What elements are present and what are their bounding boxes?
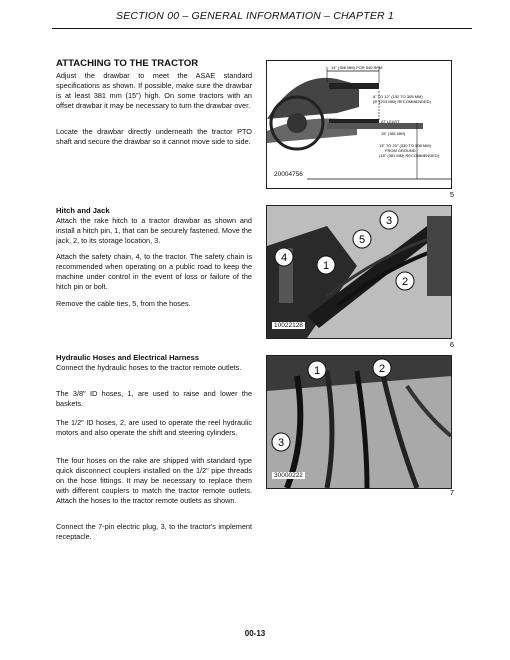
- fig6-callout-1: 1: [322, 260, 330, 272]
- hydraulic-paragraph-2: The 3/8" ID hoses, 1, are used to raise and lower the baskets.: [56, 389, 252, 408]
- hydraulic-title: Hydraulic Hoses and Electrical Harness: [56, 353, 200, 362]
- figure-7-number: 7: [449, 488, 454, 497]
- figure-7-hoses-photo: [266, 355, 452, 489]
- hitch-paragraph-2: Attach the safety chain, 4, to the tractor. The safety chain is recommended when operating on a public road to keep the machine under control in the event of loss or failure of the hitch pin or bolt.: [56, 252, 252, 291]
- fig7-callout-1: 1: [313, 365, 321, 377]
- figure-7-id: 30000222: [274, 472, 303, 479]
- fig5-dim-right-2: (8" (203 MM) RECOMMENDED): [373, 99, 431, 104]
- attaching-paragraph-2: Locate the drawbar directly underneath the tractor PTO shaft and secure the drawbar so it cannot move side to side.: [56, 127, 252, 146]
- fig6-callout-2: 2: [401, 276, 409, 288]
- attaching-paragraph-1: Adjust the drawbar to meet the ASAE standard specifications as shown. If possible, make sure the drawbar is at least 381 mm (15") high. On some tractors with an offset drawbar it may be necessary to turn the drawbar over.: [56, 71, 252, 110]
- hydraulic-paragraph-5: Connect the 7-pin electric plug, 3, to the tractor's implement receptacle.: [56, 522, 252, 541]
- fig5-dim-bottom-3: (18" (381 MM) RECOMMENDED): [379, 153, 440, 158]
- page-number: 00-13: [244, 629, 266, 638]
- hitch-paragraph-3: Remove the cable ties, 5, from the hoses.: [56, 299, 191, 308]
- fig5-dim-bottom-1: 13" TO 20" (330 TO 508 MM): [379, 143, 431, 148]
- fig5-label-at-least: AT LEAST: [381, 119, 400, 124]
- fig6-callout-3: 3: [385, 215, 393, 227]
- fig5-label-15: 15" (381 MM): [381, 131, 406, 136]
- section-title: ATTACHING TO THE TRACTOR: [56, 58, 199, 69]
- figure-5-id: 20004756: [274, 171, 303, 178]
- fig5-dim-bottom-2: FROM GROUND: [385, 148, 416, 153]
- fig7-callout-3: 3: [277, 437, 285, 449]
- fig6-callout-5: 5: [358, 234, 366, 246]
- figure-6-number: 6: [449, 340, 454, 349]
- page-header: SECTION 00 – GENERAL INFORMATION – CHAPTER 1: [116, 10, 394, 22]
- hydraulic-paragraph-1: Connect the hydraulic hoses to the tractor remote outlets.: [56, 363, 242, 372]
- fig5-dim-right-1: 6" TO 12" (152 TO 305 MM): [373, 94, 423, 99]
- hydraulic-paragraph-3: The 1/2" ID hoses, 2, are used to operate the reel hydraulic motors and also operate the shift and steering cylinders.: [56, 418, 252, 437]
- fig7-callout-2: 2: [378, 363, 386, 375]
- fig5-dim-top: 14" (356 MM) FOR 540 RPM: [331, 65, 383, 70]
- figure-6-hitch-photo: [266, 205, 452, 339]
- fig6-callout-4: 4: [280, 252, 288, 264]
- hitch-title: Hitch and Jack: [56, 206, 110, 215]
- figure-6-id: 10022128: [274, 322, 303, 329]
- hydraulic-paragraph-4: The four hoses on the rake are shipped with standard type quick disconnect couplers installed on the 1/2" pipe threads on the hose fittings. It may be necessary to replace them with different couplers to match the tractor remote outlets. Attach the hoses to the tractor remote outlets as shown.: [56, 456, 252, 505]
- hitch-paragraph-1: Attach the rake hitch to a tractor drawbar as shown and install a hitch pin, 1, that can be securely fastened. Move the jack, 2, to its storage location, 3.: [56, 216, 252, 245]
- header-rule: [52, 28, 472, 29]
- figure-5-drawbar-diagram: [266, 60, 452, 189]
- figure-5-number: 5: [449, 190, 454, 199]
